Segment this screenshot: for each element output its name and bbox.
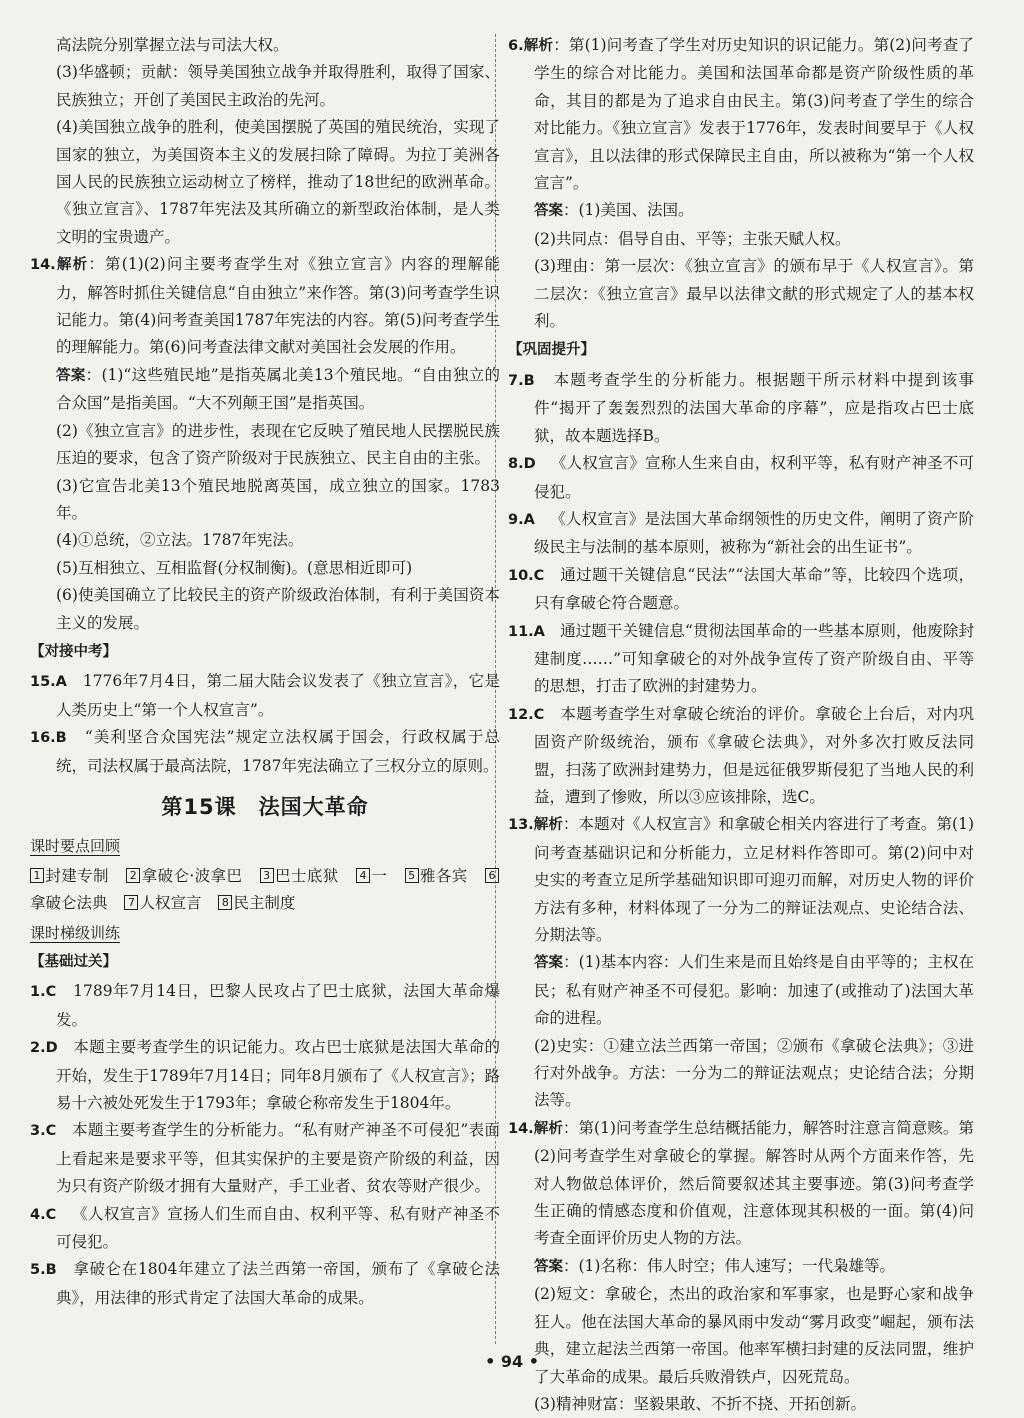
key-points [30,863,500,918]
subsection-heading: 课时梯级训练 [30,923,121,942]
question-6-analysis: 6.解析：第(1)问考查了学生对历史知识的识记能力。第(2)问考查了学生的综合对比能力。美国和法国革命都是资产阶级性质的革命，其目的都是为了追求自由民主。第(3)问考查了学生的综合对比能力。《独立宣言》发表于1776年，发表时间要早于《人权宣言》，且以法律的形式保障民主自由，所以被称为“第一个人权宣言”。 [508,36,974,193]
analysis-label: 解析 [523,38,554,54]
analysis-label: 解析 [533,817,563,834]
section-heading: 【巩固提升】 [508,342,595,359]
analysis-label: 解析 [55,257,89,274]
key-point: 8 民主制度 [218,894,295,912]
answer-label: 答案 [534,1258,563,1275]
answer-paragraph: (3)理由：第一层次：《独立宣言》的颁布早于《人权宣言》。第二层次：《独立宣言》最早以法律文献的形式规定了人的基本权利。 [534,257,974,331]
lesson-title: 第15课 法国大革命 [161,794,369,819]
question-7: 7.B 本题考查学生的分析能力。根据题干所示材料中提到该事件“揭开了轰轰烈烈的法国大革命的序幕”，应是指攻占巴士底狱，故本题选择B。 [508,370,974,445]
question-1: 1.C 1789年7月14日，巴黎人民攻占了巴士底狱，法国大革命爆发。 [30,982,500,1029]
text-line: 高法院分别掌握立法与司法大权。 [56,36,289,54]
question-15: 15.A 1776年7月4日，第二届大陆会议发表了《独立宣言》，它是人类历史上“第一个人权宣言”。 [30,672,501,719]
answer-paragraph: (2)共同点：倡导自由、平等；主张天赋人权。 [534,229,851,248]
answer-paragraph: 答案：(1)美国、法国。 [534,201,694,220]
answer-label: 答案 [534,955,564,972]
answer-paragraph: 答案：(1)“这些殖民地”是指英属北美13个殖民地。“自由独立的合众国”是指美国。“大不列颠王国”是指英国。 [56,365,501,413]
subsection-heading: 课时要点回顾 [30,837,121,856]
answer-paragraph: (6)使美国确立了比较民主的资产阶级政治体制，有利于美国资本主义的发展。 [56,586,500,632]
section-heading: 【基础过关】 [30,954,117,970]
answer-paragraph: (4)①总统，②立法。1787年宪法。 [56,531,304,550]
text-paragraph: (4)美国独立战争的胜利，使美国摆脱了英国的殖民统治，实现了国家的独立，为美国资本主义的发展扫除了障碍。为拉丁美洲各国人民的民族独立运动树立了榜样，推动了18世纪的欧洲革命。《独立宣言》、1787年宪法及其所确立的新型政治体制，是人类文明的宝贵遗产。 [56,118,500,246]
question-9: 9.A 《人权宣言》是法国大革命纲领性的历史文件，阐明了资产阶级民主与法制的基本原则，被称为“新社会的出生证书”。 [508,509,974,557]
question-3: 3.C 本题主要考查学生的分析能力。“私有财产神圣不可侵犯”表面上看起来是要求平等，但其实保护的主要是资产阶级的利益，因为只有资产阶级才拥有大量财产，手工业者、贫农等财产很少。 [30,1121,500,1196]
question-8: 8.D 《人权宣言》宣称人生来自由，权利平等，私有财产神圣不可侵犯。 [508,454,974,501]
page-number: • 94 • [485,1352,539,1371]
question-14-analysis: 14.解析：第(1)问考查学生总结概括能力，解答时注意言简意赅。第(2)问考查学生对拿破仑的掌握。解答时从两个方面来作答，先对人物做总体评价，然后简要叙述其主要事迹。第(3)问考查学生正确的情感态度和价值观，注意体现其积极的一面。第(4)问考查全面评价历史人物的方法。 [508,1118,974,1248]
question-16: 16.B “美利坚合众国宪法”规定立法权属于国会，行政权属于总统，司法权属于最高法院，1787年宪法确立了三权分立的原则。 [30,728,500,775]
answer-paragraph: (2)史实：①建立法兰西第一帝国；②颁布《拿破仑法典》；③进行对外战争。方法：一分为二的辩证法观点；史论结合法；分期法等。 [534,1036,974,1110]
question-14-analysis: 14.解析：第(1)(2)问主要考查学生对《独立宣言》内容的理解能力，解答时抓住关键信息“自由独立”来作答。第(3)问考查学生识记能力。第(4)问考查美国1787年宪法的内容。第(5)问考查学生的理解能力。第(6)问考查法律文献对美国社会发展的作用。 [30,255,501,357]
question-12: 12.C 本题考查学生对拿破仑统治的评价。拿破仑上台后，对内巩固资产阶级统治，颁布《拿破仑法典》，对外多次打败反法同盟，扫荡了欧洲封建势力，但是远征俄罗斯侵犯了当地人民的利益，遭到了惨败，所以③应该排除，选C。 [508,704,974,806]
question-2: 2.D 本题主要考查学生的识记能力。攻占巴士底狱是法国大革命的开始，发生于1789年7月14日；同年8月颁布了《人权宣言》；路易十六被处死发生于1793年；拿破仑称帝发生于1804年。 [30,1038,500,1113]
key-point: 1 封建专制 [30,867,109,885]
question-11: 11.A 通过题干关键信息“贯彻法国革命的一些基本原则，他废除封建制度……”可知拿破仑的对外战争宣传了资产阶级自由、平等的思想，打击了欧洲的封建势力。 [508,621,975,696]
question-13-analysis: 13.解析：本题对《人权宣言》和拿破仑相关内容进行了考查。第(1)问考查基础识记和分析能力，立足材料作答即可。第(2)问中对史实的考查立足所学基础知识即可迎刃而解，对历史人物的评价方法有多种，材料体现了一分为二的辩证法观点、史论结合法、分期法等。 [508,815,974,944]
key-point: 4 一 [356,867,387,885]
answer-paragraph: (2)《独立宣言》的进步性，表现在它反映了殖民地人民摆脱民族压迫的要求，包含了资产阶级对于民族独立、民主自由的主张。 [56,421,500,468]
analysis-label: 解析 [533,1120,563,1137]
answer-paragraph: (3)精神财富：坚毅果敢、不折不挠、开拓创新。 [534,1394,866,1413]
key-point: 5 雅各宾 [405,867,468,885]
answer-paragraph: (2)短文：拿破仑，杰出的政治家和军事家，也是野心家和战争狂人。他在法国大革命的暴风雨中发动“雾月政变”崛起，颁布法典，建立起法兰西第一帝国。他率军横扫封建的反法同盟，维护了大革命的成果。最后兵败滑铁卢，囚死荒岛。 [534,1285,974,1386]
question-5: 5.B 拿破仑在1804年建立了法兰西第一帝国，颁布了《拿破仑法典》，用法律的形式肯定了法国大革命的成果。 [30,1260,501,1307]
answer-paragraph: 答案：(1)名称：伟人时空；伟人速写；一代枭雄等。 [534,1256,895,1275]
answer-paragraph: (3)它宣告北美13个殖民地脱离英国，成立独立的国家。1783年。 [56,476,500,522]
key-point: 6拿破仑法典 [30,867,500,912]
answer-label: 答案 [534,203,563,220]
question-number: 14. [30,257,56,274]
question-4: 4.C 《人权宣言》宣扬人们生而自由、权利平等、私有财产神圣不可侵犯。 [30,1204,500,1252]
key-point: 2 拿破仑·波拿巴 [126,867,242,885]
right-column [508,32,974,1418]
key-point: 3 巴士底狱 [260,867,339,885]
key-point: 7 人权宣言 [124,894,201,912]
section-heading: 【对接中考】 [30,643,117,660]
question-10: 10.C 通过题干关键信息“民法”“法国大革命”等，比较四个选项，只有拿破仑符合题意。 [508,565,975,613]
answer-label: 答案 [56,367,86,384]
text-paragraph: (3)华盛顿；贡献：领导美国独立战争并取得胜利，取得了国家、民族独立；开创了美国民主政治的先河。 [56,63,500,109]
left-column [30,32,500,1312]
answer-paragraph: 答案：(1)基本内容：人们生来是而且始终是自由平等的；主权在民；私有财产神圣不可侵犯。影响：加速了(或推动了)法国大革命的进程。 [534,953,975,1028]
answer-paragraph: (5)互相独立、互相监督(分权制衡)。(意思相近即可) [56,558,413,577]
